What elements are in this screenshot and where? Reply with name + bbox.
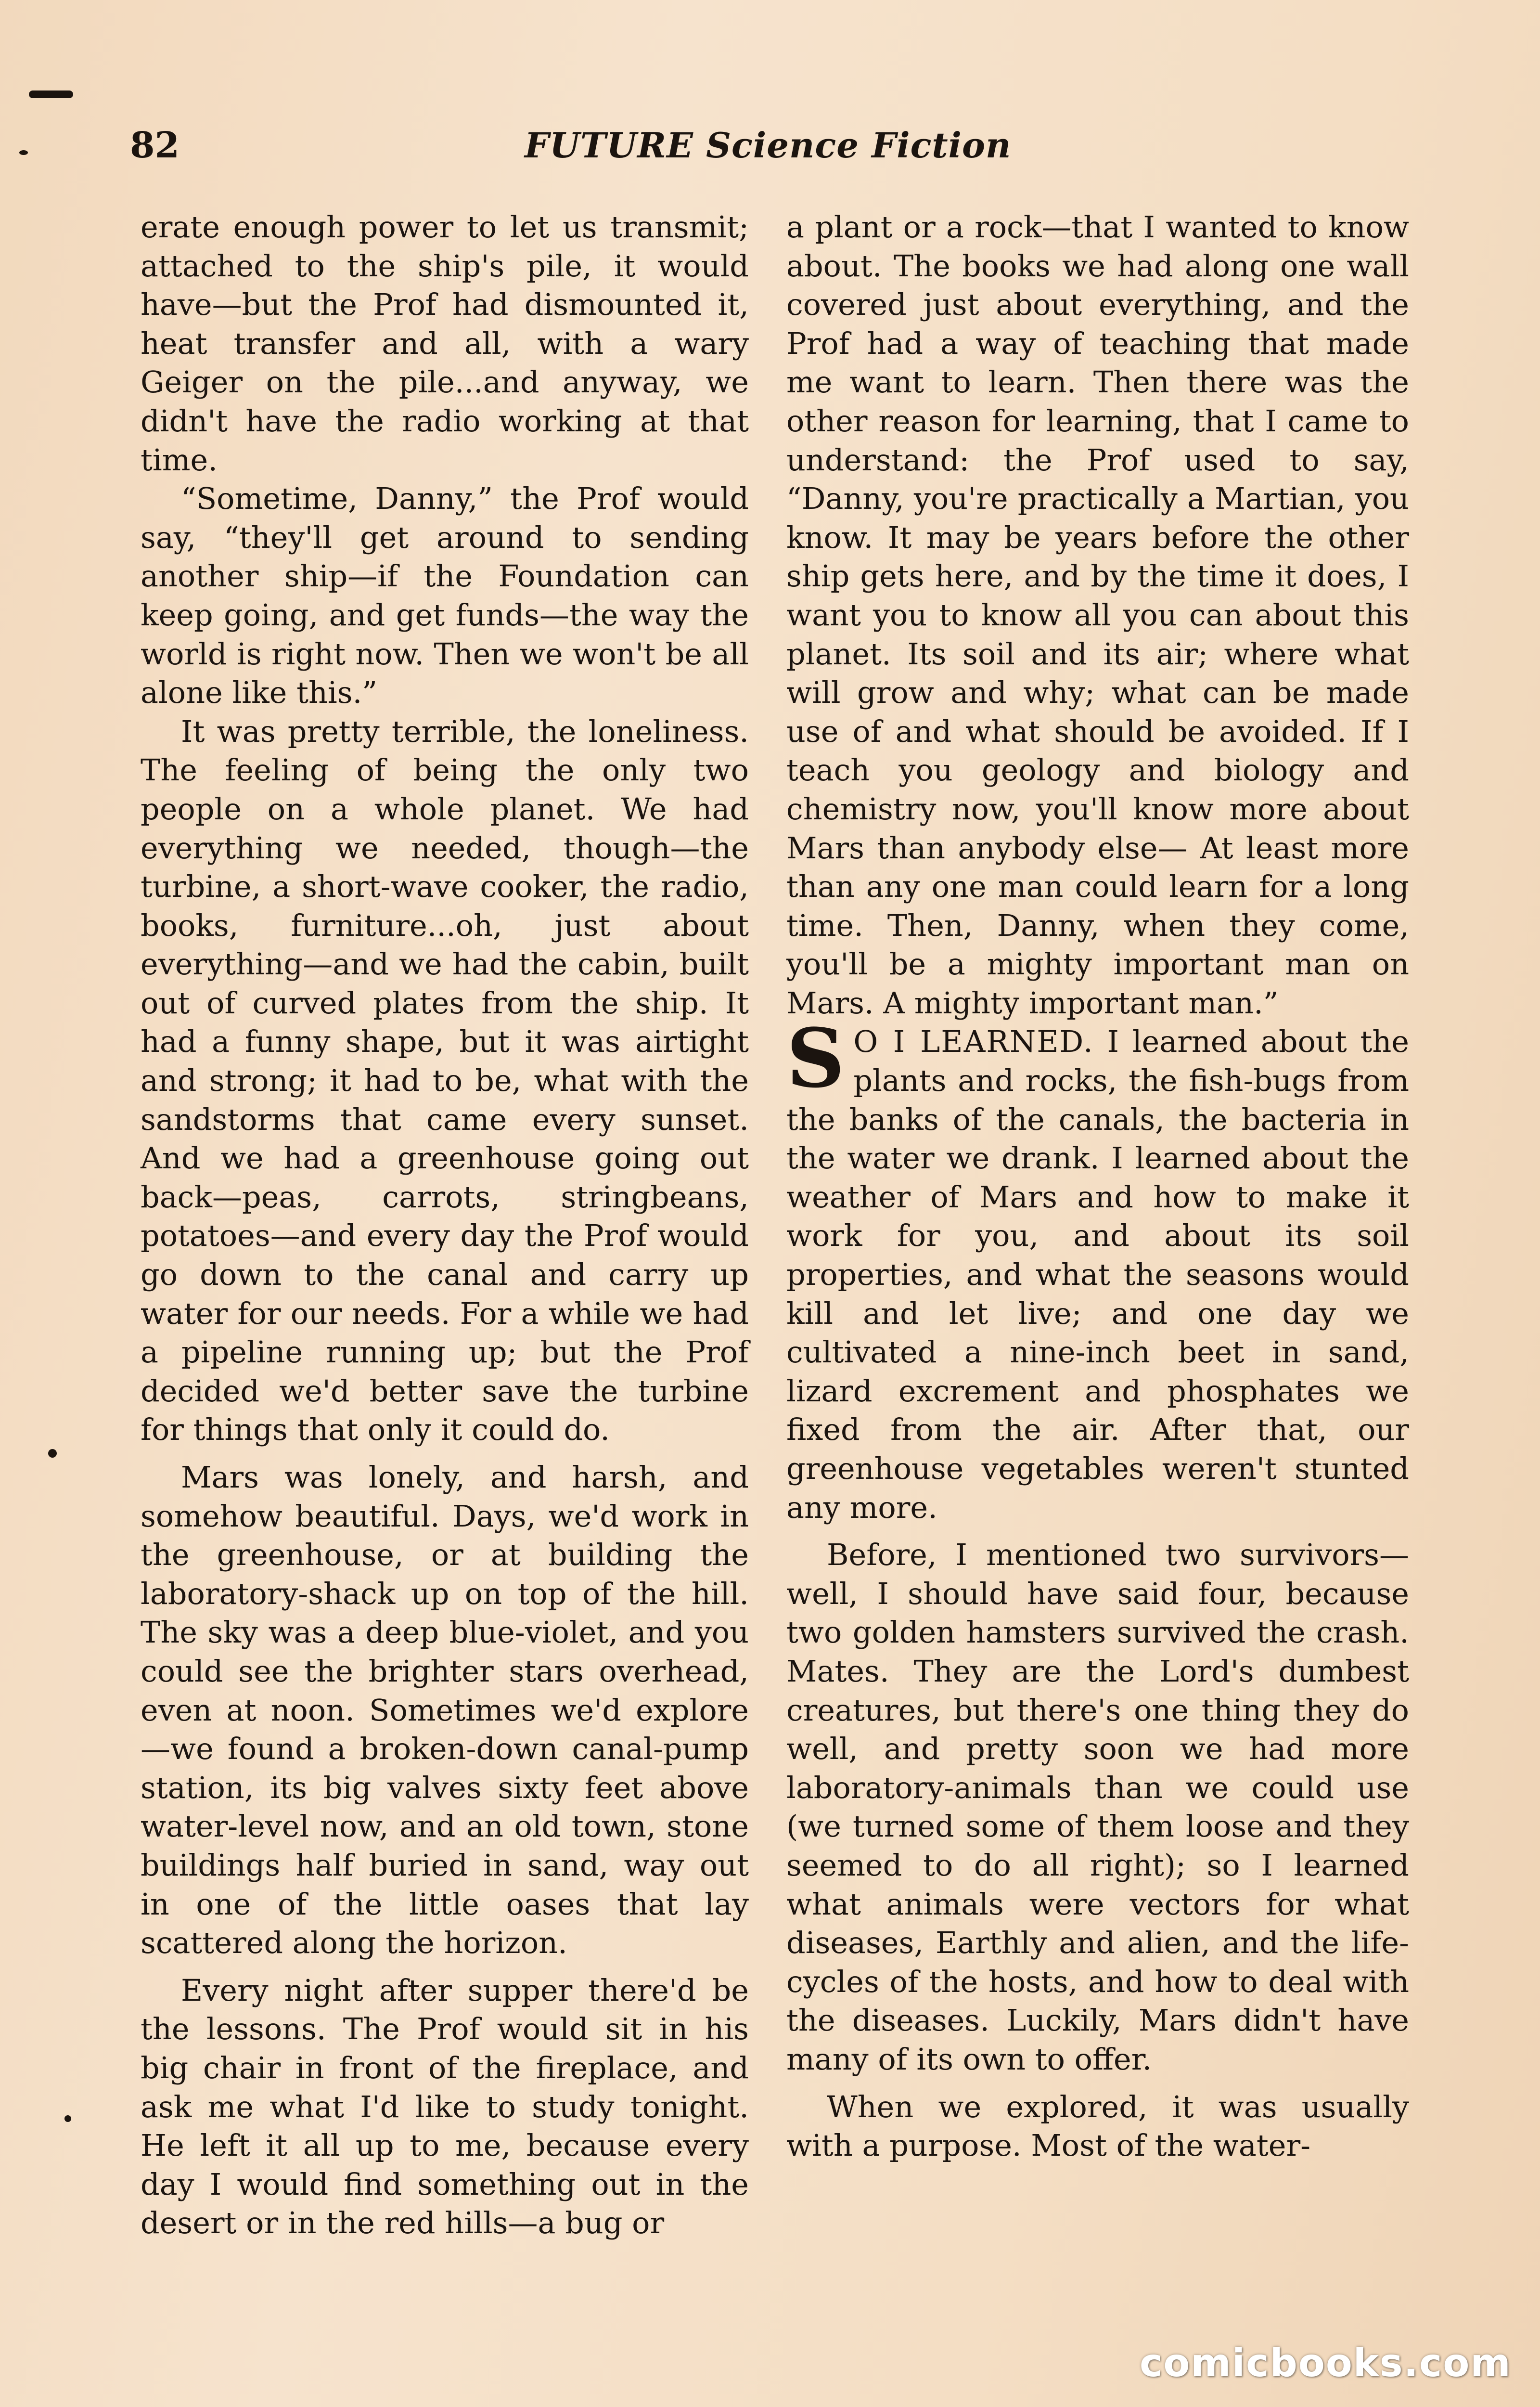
paragraph-text: I learned about the plants and rocks, the fish-bugs from the banks of the canals, the bacteria in the water we drank. I learned about the weather of Mars and how to make it work for you, and about its soil properties, and what the seasons would kill and let live; and one day we cultivated a nine-inch beet in sand, lizard excrement and phosphates we fixed from the air. After that, our greenhouse vegetables weren't stunted any more. (786, 1024, 1410, 1525)
ink-speck (19, 150, 28, 155)
ink-speck (29, 91, 73, 98)
paragraph: Every night after supper there'd be the lessons. The Prof would sit in his big chair in front of the fireplace, and ask me what I'd like to study tonight. He left it all up to me, because every day I would find something out in the desert or in the red hills—a bug or (141, 1972, 749, 2241)
paragraph: erate enough power to let us transmit; attached to the ship's pile, it would have—but the Prof had dismounted it, heat transfer and all, with a wary Geiger on the pile...and anyway, we didn't have the radio working at that time. (141, 209, 749, 478)
drop-cap: S (786, 1010, 845, 1106)
page-header (130, 121, 1025, 179)
section-opening-paragraph (786, 1010, 1410, 1527)
ink-speck (64, 2115, 71, 2122)
ink-speck (48, 1449, 57, 1458)
paragraph: It was pretty terrible, the loneliness. The feeling of being the only two people on a whole planet. We had everything we needed, though—the turbine, a short-wave cooker, the radio, books, furniture...oh, just about everything—and we had the cabin, built out of curved plates from the ship. It had a funny shape, but it was airtight and strong; it had to be, what with the sandstorms that came every sunset. And we had a greenhouse going out back—peas, carrots, stringbeans, potatoes—and every day the Prof would go down to the canal and carry up water for our needs. For a while we had a pipeline running up; but the Prof decided we'd better save the turbine for things that only it could do. (141, 713, 749, 1448)
paragraph: “Sometime, Danny,” the Prof would say, “they'll get around to sending another ship—if the Foundation can keep going, and get funds—the way the world is right now. Then we won't be all alone like this.” (141, 481, 749, 711)
lead-in: O I LEARNED. (853, 1024, 1094, 1060)
running-title: FUTURE Science Fiction (525, 125, 1012, 166)
left-column (141, 208, 749, 2243)
paragraph: When we explored, it was usually with a purpose. Most of the water- (786, 2089, 1409, 2163)
page-number: 82 (130, 125, 180, 166)
paragraph: Mars was lonely, and harsh, and somehow beautiful. Days, we'd work in the greenhouse, or at building the laboratory-shack up on top of the hill. The sky was a deep blue-violet, and you could see the brighter stars overhead, even at noon. Sometimes we'd explore—we found a broken-down canal-pump station, its big valves sixty feet above water-level now, and an old town, stone buildings half buried in sand, way out in one of the little oases that lay scattered along the horizon. (141, 1460, 749, 1961)
watermark: comicbooks.com (1140, 2341, 1512, 2385)
right-column (786, 208, 1409, 2165)
paragraph: Before, I mentioned two survivors—well, I should have said four, because two golden hamsters survived the crash. Mates. They are the Lord's dumbest creatures, but there's one thing they do well, and pretty soon we had more laboratory-animals than we could use (we turned some of them loose and they seemed to do all right); so I learned what animals were vectors for what diseases, Earthly and alien, and the life-cycles of the hosts, and how to deal with the diseases. Luckily, Mars didn't have many of its own to offer. (786, 1537, 1409, 2077)
paragraph: a plant or a rock—that I wanted to know about. The books we had along one wall covered just about everything, and the Prof had a way of teaching that made me want to learn. Then there was the other reason for learning, that I came to understand: the Prof used to say, “Danny, you're practically a Martian, you know. It may be years before the other ship gets here, and by the time it does, I want you to know all you can about this planet. Its soil and its air; where what will grow and why; what can be made use of and what should be avoided. If I teach you geology and biology and chemistry now, you'll know more about Mars than anybody else— At least more than any one man could learn for a long time. Then, Danny, when they come, you'll be a mighty important man on Mars. A mighty important man.” (786, 209, 1409, 1021)
